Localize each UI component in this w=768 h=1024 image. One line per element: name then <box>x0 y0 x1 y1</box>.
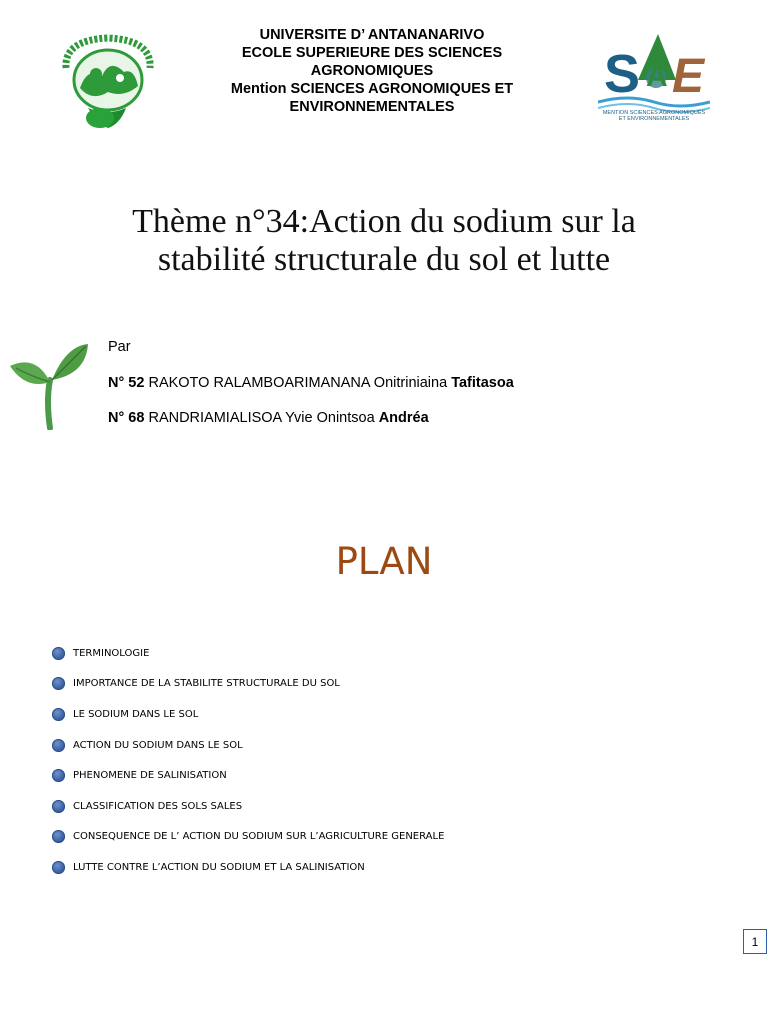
bullet-icon <box>52 769 65 782</box>
plan-heading: PLAN <box>335 540 433 583</box>
bullet-icon <box>52 739 65 752</box>
logo-letter-e: E <box>672 50 705 103</box>
header-line-2: ECOLE SUPERIEURE DES SCIENCES <box>241 45 503 61</box>
author-2-surname: Andréa <box>378 410 429 426</box>
bullet-icon <box>52 830 65 843</box>
plan-item-label: LE SODIUM DANS LE SOL <box>73 708 199 720</box>
plan-item <box>52 638 444 669</box>
plan-item-label: PHENOMENE DE SALINISATION <box>73 770 227 782</box>
sae-mention-logo <box>598 30 710 122</box>
header-line-5: ENVIRONNEMENTALES <box>289 99 455 115</box>
header-line-4: Mention SCIENCES AGRONOMIQUES ET <box>230 81 514 97</box>
bullet-icon <box>52 647 65 660</box>
sprout-icon <box>6 340 90 430</box>
author-1-name: RAKOTO RALAMBOARIMANANA Onitriniaina <box>148 374 448 391</box>
plan-item <box>52 669 444 700</box>
plan-item <box>52 791 444 822</box>
authors-block <box>108 339 514 446</box>
author-row-1 <box>108 375 514 393</box>
university-header <box>200 26 544 116</box>
plan-item <box>52 852 444 883</box>
bullet-icon <box>52 861 65 874</box>
logo-caption-line-2: ET ENVIRONNEMENTALES <box>618 116 690 122</box>
header-line-1: UNIVERSITE D’ ANTANANARIVO <box>259 27 485 43</box>
authors-by-label: Par <box>108 339 131 355</box>
author-1-number: N° 52 <box>108 374 145 391</box>
title-line-2: stabilité structurale du sol et lutte <box>157 241 611 278</box>
bullet-icon <box>52 800 65 813</box>
document-title <box>80 203 688 279</box>
author-2-number: N° 68 <box>108 410 145 426</box>
plan-item-label: CONSEQUENCE DE L’ ACTION DU SODIUM SUR L’AGRICULTURE GENERALE <box>73 831 445 843</box>
title-line-1: Thème n°34:Action du sodium sur la <box>132 203 636 240</box>
plan-item <box>52 822 444 853</box>
bullet-icon <box>52 708 65 721</box>
author-row-2 <box>108 410 514 428</box>
university-seal-logo <box>58 28 158 132</box>
logo-letter-a: A <box>646 60 668 93</box>
logo-letter-s: S <box>604 44 641 104</box>
plan-item-label: LUTTE CONTRE L’ACTION DU SODIUM ET LA SALINISATION <box>73 861 365 873</box>
bullet-icon <box>52 677 65 690</box>
plan-list <box>52 638 444 883</box>
plan-item <box>52 730 444 761</box>
author-2-name: RANDRIAMIALISOA Yvie Onintsoa <box>148 410 375 426</box>
plan-item-label: TERMINOLOGIE <box>73 647 150 659</box>
author-1-surname: Tafitasoa <box>451 374 514 391</box>
plan-item-label: ACTION DU SODIUM DANS LE SOL <box>73 739 243 751</box>
header-line-3: AGRONOMIQUES <box>310 63 434 79</box>
plan-item <box>52 699 444 730</box>
plan-item-label: CLASSIFICATION DES SOLS SALES <box>73 800 243 812</box>
logo-caption-line-1: MENTION SCIENCES AGRONOMIQUES <box>602 110 706 116</box>
plan-item <box>52 760 444 791</box>
plan-item-label: IMPORTANCE DE LA STABILITE STRUCTURALE DU SOL <box>73 678 340 690</box>
page-number: 1 <box>743 929 767 954</box>
